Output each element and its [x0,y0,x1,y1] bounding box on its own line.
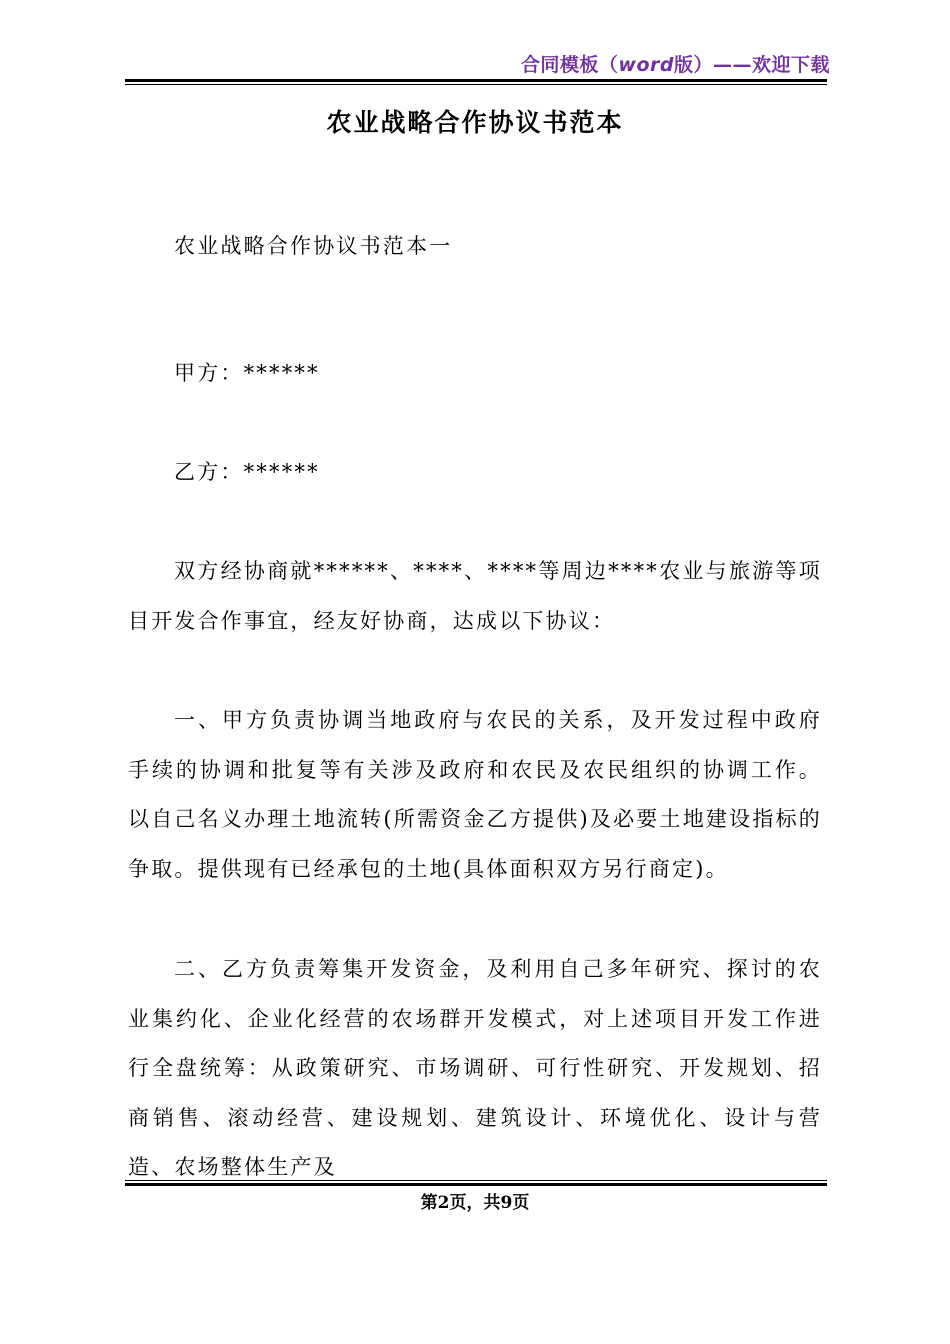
footer-rule-thin [125,1180,827,1181]
header-prefix: 合同模板（ [520,54,619,76]
footer-prefix: 第 [420,1193,438,1213]
paragraph-clause-1: 一、甲方负责协调当地政府与农民的关系，及开发过程中政府手续的协调和批复等有关涉及政府和农民及农民组织的协调工作。以自己名义办理土地流转(所需资金乙方提供)及必要土地建设指标的争取。提供现有已经承包的土地(具体面积双方另行商定)。 [128,708,822,881]
paragraph-subtitle: 农业战略合作协议书范本一 [174,234,453,258]
document-title: 农业战略合作协议书范本 [326,108,624,137]
total-pages-number: 9 [500,1193,513,1213]
footer-suffix: 页 [512,1193,530,1213]
paragraph-party-b: 乙方：****** [174,460,320,484]
paragraph-party-a: 甲方：****** [174,361,320,385]
paragraph-clause-2: 二、乙方负责筹集开发资金，及利用自己多年研究、探讨的农业集约化、企业化经营的农场群开发模式，对上述项目开发工作进行全盘统筹：从政策研究、市场调研、可行性研究、开发规划、招商销售、滚动经营、建设规划、建筑设计、环境优化、设计与营造、农场整体生产及 [128,957,822,1179]
footer-rule-thick [125,1183,827,1186]
page-footer [0,1188,950,1213]
header-rule-thick [125,79,827,82]
page-header [521,50,830,77]
header-word: word [618,54,674,76]
footer-middle: 页，共 [449,1193,501,1213]
current-page-number: 2 [437,1193,450,1213]
paragraph-preamble: 双方经协商就******、****、****等周边****农业与旅游等项目开发合作事宜，经友好协商，达成以下协议： [128,559,822,633]
header-rule-thin [125,84,827,85]
header-suffix: 版）——欢迎下载 [673,54,830,76]
